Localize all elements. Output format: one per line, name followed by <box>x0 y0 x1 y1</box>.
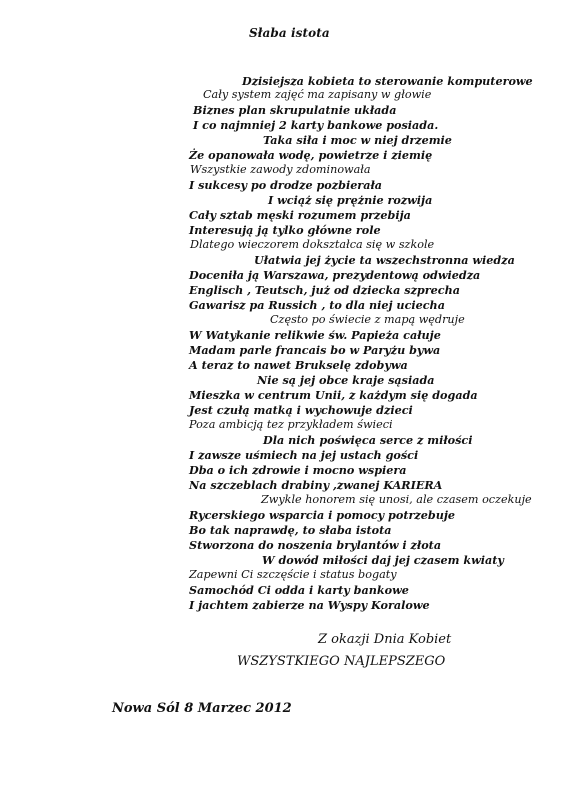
poem-line: Gawarisz pa Russich , to dla niej uciecha <box>189 298 445 312</box>
poem-line: I sukcesy po drodze pozbierała <box>189 178 383 192</box>
poem-line: Bo tak naprawdę, to słaba istota <box>189 523 392 537</box>
place-date: Nowa Sól 8 Marzec 2012 <box>112 701 292 716</box>
poem-line: Dba o ich zdrowie i mocno wspiera <box>189 463 407 477</box>
poem-line: Madam parle francais bo w Paryżu bywa <box>189 343 441 357</box>
poem-line: Cały system zajęć ma zapisany w głowie <box>203 88 432 101</box>
poem-line: Ułatwia jej życie ta wszechstronna wiedza <box>254 253 515 267</box>
poem-line: Samochód Ci odda i karty bankowe <box>189 583 409 597</box>
poem-line: Poza ambicją tez przykładem świeci <box>189 418 393 431</box>
poem-line: I zawsze uśmiech na jej ustach gości <box>189 448 419 462</box>
poem-line: Wszystkie zawody zdominowała <box>190 163 371 176</box>
poem-line: Stworzona do noszenia brylantów i złota <box>189 538 442 552</box>
poem-line: Mieszka w centrum Unii, z każdym się dogada <box>189 388 478 402</box>
poem-line: W Watykanie relikwie św. Papieża całuje <box>189 328 441 342</box>
closing-greeting: Z okazji Dnia Kobiet <box>318 632 452 647</box>
poem-line: Cały sztab męski rozumem przebija <box>189 208 411 222</box>
poem-line: Zapewni Ci szczęście i status bogaty <box>189 568 397 581</box>
poem-line: Dzisiejsza kobieta to sterowanie komputerowe <box>242 74 533 88</box>
poem-line: Dla nich poświęca serce z miłości <box>263 433 473 447</box>
poem-line: Zwykle honorem się unosi, ale czasem oczekuje <box>261 493 532 506</box>
poem-line: I wciąż się prężnie rozwija <box>268 193 433 207</box>
poem-line: Biznes plan skrupulatnie układa <box>193 103 397 117</box>
poem-line: Rycerskiego wsparcia i pomocy potrzebuje <box>189 508 455 522</box>
poem-line: Interesują ją tylko główne role <box>189 223 381 237</box>
poem-line: Nie są jej obce kraje sąsiada <box>257 373 435 387</box>
closing-wishes: WSZYSTKIEGO NAJLEPSZEGO <box>237 654 446 669</box>
poem-line: Że opanowała wodę, powietrze i ziemię <box>189 148 433 162</box>
poem-line: I co najmniej 2 karty bankowe posiada. <box>193 118 439 132</box>
poem-line: Dlatego wieczorem dokształca się w szkole <box>190 238 435 251</box>
poem-line: Często po świecie z mapą wędruje <box>270 313 465 326</box>
poem-title: Słaba istota <box>249 26 330 40</box>
poem-line: Doceniła ją Warszawa, prezydentową odwiedza <box>189 268 481 282</box>
poem-line: Englisch , Teutsch, już od dziecka szprecha <box>189 283 460 297</box>
poem-line: Taka siła i moc w niej drzemie <box>263 133 452 147</box>
poem-line: I jachtem zabierze na Wyspy Koralowe <box>189 598 430 612</box>
poem-line: W dowód miłości daj jej czasem kwiaty <box>262 553 504 567</box>
poem-line: Na szczeblach drabiny ,zwanej KARIERA <box>189 478 443 492</box>
poem-line: Jest czułą matką i wychowuje dzieci <box>189 403 413 417</box>
poem-line: A teraz to nawet Brukselę zdobywa <box>189 358 408 372</box>
